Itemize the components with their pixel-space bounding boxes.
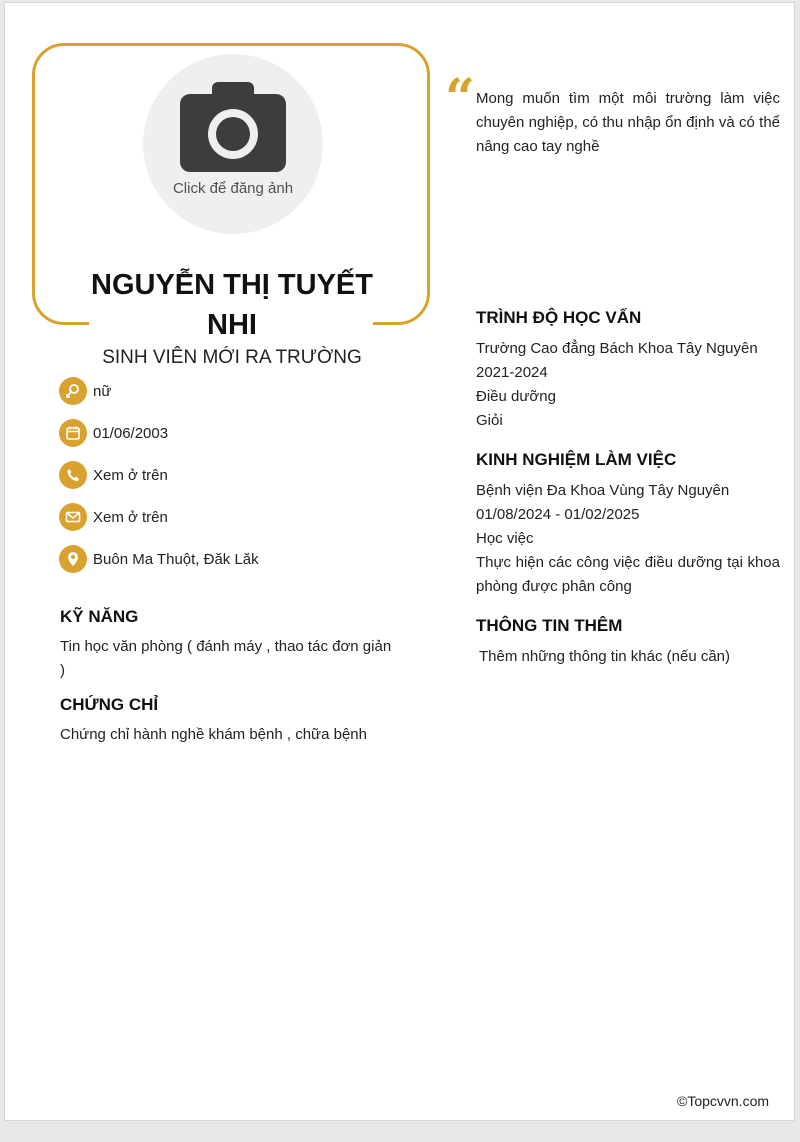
education-grade: Giỏi xyxy=(476,412,503,429)
experience-position: Học việc xyxy=(476,530,534,547)
skills-title: KỸ NĂNG xyxy=(60,607,139,626)
experience-company: Bệnh viện Đa Khoa Vùng Tây Nguyên xyxy=(476,482,730,499)
phone-icon xyxy=(59,461,87,489)
camera-icon xyxy=(178,80,288,175)
contact-email xyxy=(59,503,168,531)
gender-icon xyxy=(59,377,87,405)
experience-description: Thực hiện các công việc điều dưỡng tại khoa phòng được phân công xyxy=(476,554,780,595)
objective-text: Mong muốn tìm một môi trường làm việc chuyên nghiệp, có thu nhập ổn định và có thể nâng cao tay nghề xyxy=(476,90,780,155)
contact-birthday-value: 01/06/2003 xyxy=(93,424,169,442)
location-icon xyxy=(59,545,87,573)
contact-phone-value: Xem ở trên xyxy=(93,466,168,484)
contact-gender-value: nữ xyxy=(93,382,112,400)
certificates-title: CHỨNG CHỈ xyxy=(60,695,159,714)
education-period: 2021-2024 xyxy=(476,364,548,381)
footer-copyright[interactable]: ©Topcvvn.com xyxy=(677,1093,770,1109)
education-major: Điều dưỡng xyxy=(476,388,556,405)
experience-period: 01/08/2024 - 01/02/2025 xyxy=(476,506,640,523)
contact-gender xyxy=(59,377,111,405)
additional-text: Thêm những thông tin khác (nếu cần) xyxy=(479,648,731,665)
certificates-text: Chứng chỉ hành nghề khám bệnh , chữa bệnh xyxy=(60,726,367,743)
quote-icon: “ xyxy=(445,68,475,129)
experience-title: KINH NGHIỆM LÀM VIỆC xyxy=(476,450,677,469)
contact-birthday xyxy=(59,419,168,447)
contact-address xyxy=(59,545,259,573)
photo-caption: Click để đăng ảnh xyxy=(172,180,294,197)
contact-phone xyxy=(59,461,168,489)
candidate-role: SINH VIÊN MỚI RA TRƯỜNG xyxy=(102,347,362,368)
mail-icon xyxy=(59,503,87,531)
contact-email-value: Xem ở trên xyxy=(93,508,168,526)
calendar-icon xyxy=(59,419,87,447)
cv-page xyxy=(4,2,795,1121)
contact-address-value: Buôn Ma Thuột, Đăk Lăk xyxy=(93,550,259,568)
photo-upload[interactable] xyxy=(143,54,323,234)
skills-text: Tin học văn phòng ( đánh máy , thao tác đơn giản ) xyxy=(60,638,392,679)
education-school: Trường Cao đẳng Bách Khoa Tây Nguyên xyxy=(476,340,758,357)
candidate-name: NGUYỄN THỊ TUYẾT NHI xyxy=(91,269,373,341)
additional-title: THÔNG TIN THÊM xyxy=(476,616,623,635)
education-title: TRÌNH ĐỘ HỌC VẤN xyxy=(476,308,642,327)
